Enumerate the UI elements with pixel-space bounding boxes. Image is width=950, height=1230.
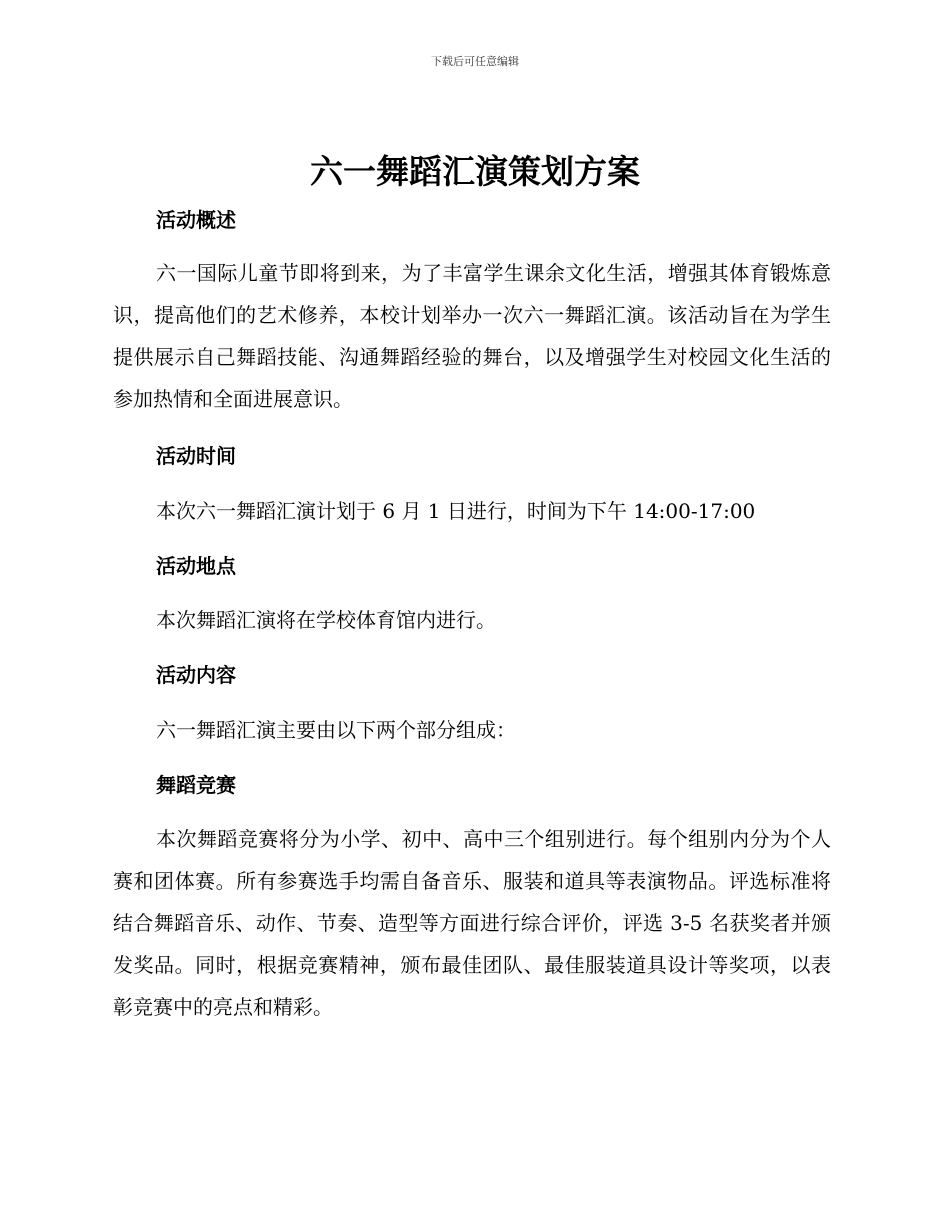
page-header-note: 下载后可任意编辑 xyxy=(431,55,519,68)
section-body-location: 本次舞蹈汇演将在学校体育馆内进行。 xyxy=(156,608,496,632)
section-body-overview: 六一国际儿童节即将到来，为了丰富学生课余文化生活，增强其体育锻炼意识，提高他们的艺术修养，本校计划举办一次六一舞蹈汇演。该活动旨在为学生提供展示自己舞蹈技能、沟通舞蹈经验的舞台，以及增强学生对校园文化生活的参加热情和全面进展意识。 xyxy=(113,261,831,411)
section-heading-content: 活动内容 xyxy=(156,663,236,687)
section-heading-competition: 舞蹈竞赛 xyxy=(156,773,236,797)
section-body-time: 本次六一舞蹈汇演计划于 6 月 1 日进行，时间为下午 14:00-17:00 xyxy=(156,499,756,523)
section-heading-location: 活动地点 xyxy=(156,554,236,578)
section-body-competition: 本次舞蹈竞赛将分为小学、初中、高中三个组别进行。每个组别内分为个人赛和团体赛。所有参赛选手均需自备音乐、服装和道具等表演物品。评选标准将结合舞蹈音乐、动作、节奏、造型等方面进行综合评价，评选 3-5 名获奖者并颁发奖品。同时，根据竞赛精神，颁布最佳团队、最佳服装道具设计等奖项，以表彰竞赛中的亮点和精彩。 xyxy=(113,827,831,1019)
section-body-content: 六一舞蹈汇演主要由以下两个部分组成： xyxy=(156,718,516,742)
document-title: 六一舞蹈汇演策划方案 xyxy=(310,152,640,191)
section-heading-overview: 活动概述 xyxy=(156,208,236,232)
section-heading-time: 活动时间 xyxy=(156,444,236,468)
